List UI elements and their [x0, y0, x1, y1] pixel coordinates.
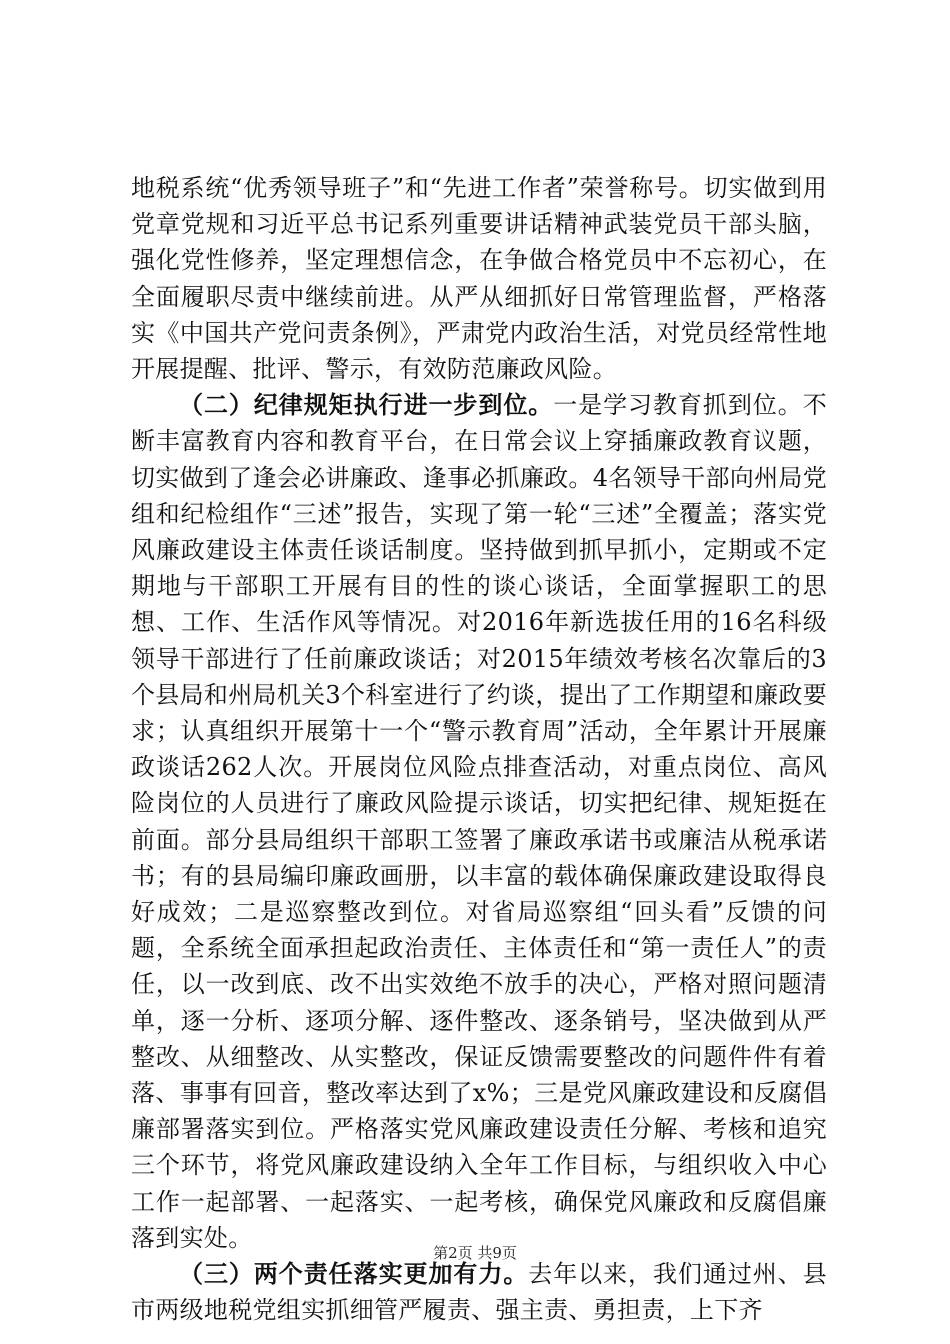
- section-three-body: 去年以来，我们通过州、县市两级地税党组实抓细管严履责、强主责、勇担责，上下齐: [131, 1260, 827, 1325]
- page-number: 第2页 共9页: [433, 1244, 517, 1262]
- section-three-heading: （三）两个责任落实更加有力。: [179, 1260, 529, 1289]
- section-two-paragraph: [131, 387, 827, 1256]
- paragraph-continuation: 地税系统“优秀领导班子”和“先进工作者”荣誉称号。切实做到用党章党规和习近平总书记系列重要讲话精神武装党员干部头脑，强化党性修养，坚定理想信念，在争做合格党员中不忘初心，在全面履职尽责中继续前进。从严从细抓好日常管理监督，严格落实《中国共产党问责条例》，严肃党内政治生活，对党员经常性地开展提醒、批评、警示，有效防范廉政风险。: [131, 174, 827, 384]
- section-two-body: 一是学习教育抓到位。不断丰富教育内容和教育平台，在日常会议上穿插廉政教育议题，切实做到了逢会必讲廉政、逢事必抓廉政。4名领导干部向州局党组和纪检组作“三述”报告，实现了第一轮“三述”全覆盖；落实党风廉政建设主体责任谈话制度。坚持做到抓早抓小，定期或不定期地与干部职工开展有目的性的谈心谈话，全面掌握职工的思想、工作、生活作风等情况。对2016年新选拔任用的16名科级领导干部进行了任前廉政谈话；对2015年绩效考核名次靠后的3个县局和州局机关3个科室进行了约谈，提出了工作期望和廉政要求；认真组织开展第十一个“警示教育周”活动，全年累计开展廉政谈话262人次。开展岗位风险点排查活动，对重点岗位、高风险岗位的人员进行了廉政风险提示谈话，切实把纪律、规矩挺在前面。部分县局组织干部职工签署了廉政承诺书或廉洁从税承诺书；有的县局编印廉政画册，以丰富的载体确保廉政建设取得良好成效；二是巡察整改到位。对省局巡察组“回头看”反馈的问题，全系统全面承担起政治责任、主体责任和“第一责任人”的责任，以一改到底、改不出实效绝不放手的决心，严格对照问题清单，逐一分析、逐项分解、逐件整改、逐条销号，坚决做到从严整改、从细整改、从实整改，保证反馈需要整改的问题件件有着落、事事有回音，整改率达到了x%；三是党风廉政建设和反腐倡廉部署落实到位。严格落实党风廉政建设责任分解、考核和追究三个环节，将党风廉政建设纳入全年工作目标，与组织收入中心工作一起部署、一起落实、一起考核，确保党风廉政和反腐倡廉落到实处。: [131, 391, 827, 1252]
- page-footer: [0, 1242, 950, 1263]
- section-two-heading: （二）纪律规矩执行进一步到位。: [179, 391, 554, 420]
- section-three-paragraph: [131, 1256, 827, 1328]
- document-body: [131, 170, 827, 1329]
